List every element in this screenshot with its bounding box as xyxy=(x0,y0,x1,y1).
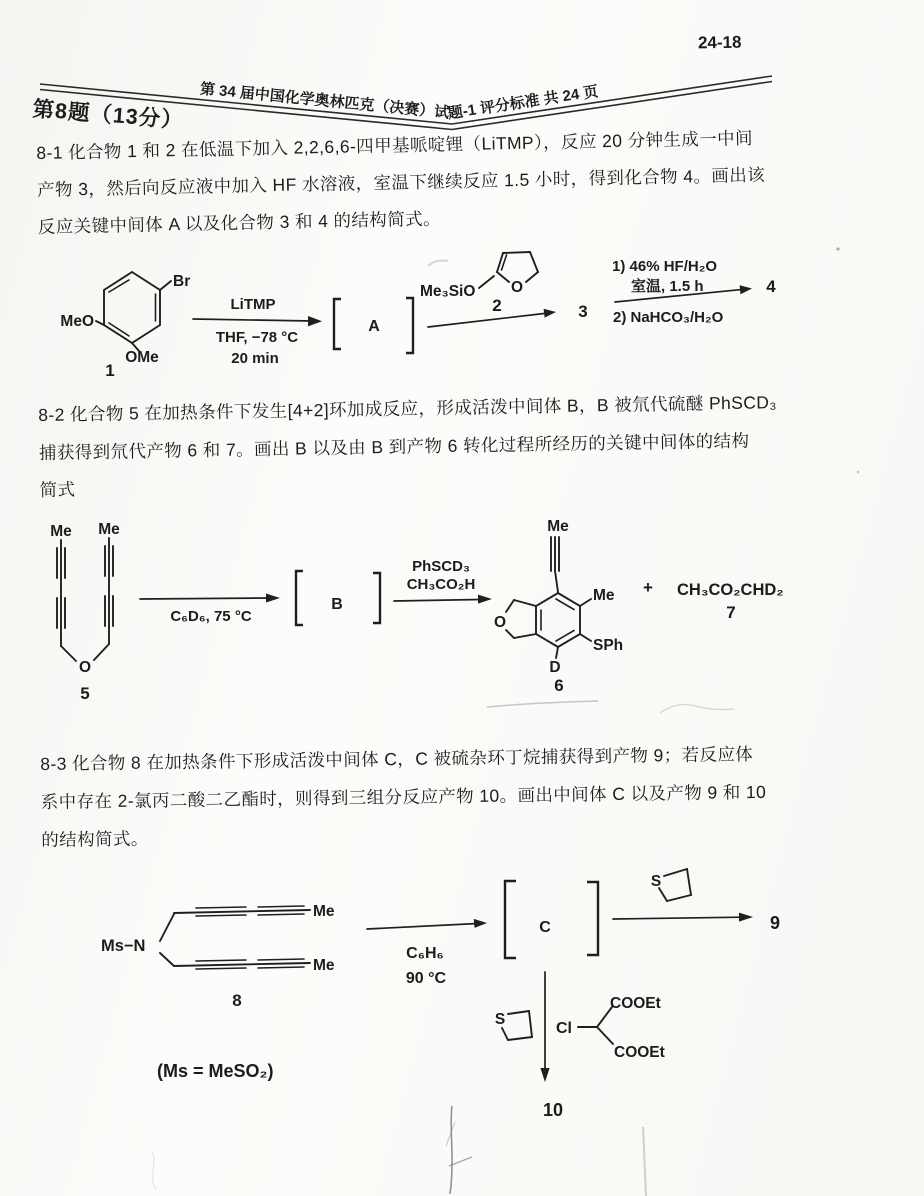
condition-c6d6: C₆D₆, 75 °C xyxy=(170,608,252,625)
ring-me-label: Me xyxy=(593,587,615,604)
product-3-number: 3 xyxy=(578,302,588,321)
me-label-right: Me xyxy=(98,521,120,538)
reaction-scheme-1 xyxy=(40,245,810,393)
me-label-left: Me xyxy=(50,523,72,540)
condition-thf: THF, −78 °C xyxy=(215,329,299,346)
reagent-litmp: LiTMP xyxy=(230,296,276,313)
compound-8-structure xyxy=(101,903,335,1081)
reaction-scheme-2 xyxy=(30,505,830,723)
ms-n-label: Ms−N xyxy=(101,937,146,955)
arrow-litmp xyxy=(193,296,322,367)
arrow-to-3 xyxy=(428,302,588,327)
condition-rt: 室温, 1.5 h xyxy=(631,278,704,295)
question-8-1-line-1: 8-1 化合物 1 和 2 在低温下加入 2,2,6,6-四甲基哌啶锂（LiTMP），反应 20 分钟生成一中间 xyxy=(36,127,754,163)
intermediate-b-bracket xyxy=(296,571,380,625)
arrow-phscd3 xyxy=(394,558,492,604)
pen-mark xyxy=(152,1152,156,1190)
question-8-1-text xyxy=(36,120,766,246)
question-8-2-line-1: 8-2 化合物 5 在加热条件下发生[4+2]环加成反应，形成活泼中间体 B，B 被氘代硫醚 PhSCD₃ xyxy=(38,392,778,425)
thietane-bottom-s-label: S xyxy=(494,1011,506,1028)
cooet-bottom-label: COOEt xyxy=(614,1044,665,1061)
scan-speck xyxy=(857,471,860,474)
compound-6-number: 6 xyxy=(554,676,564,695)
compound-7-group xyxy=(643,578,784,622)
substituent-meo-label: MeO xyxy=(60,313,94,330)
condition-20min: 20 min xyxy=(231,350,279,367)
reagent-acoh: CH₃CO₂H xyxy=(406,576,476,593)
ring-oxygen-label: O xyxy=(510,279,524,296)
intermediate-b-label: B xyxy=(331,596,343,613)
question-8-3-line-3: 的结构简式。 xyxy=(41,828,149,850)
question-8-1-line-2: 产物 3，然后向反应液中加入 HF 水溶液，室温下继续反应 1.5 小时，得到化合物 4。画出该 xyxy=(36,164,766,200)
question-8-3-line-2: 系中存在 2-氯丙二酸二乙酯时，则得到三组分反应产物 10。画出中间体 C 以及产物 9 和 10 xyxy=(40,781,767,812)
arrow-to-10 xyxy=(540,972,549,1082)
compound-5-structure xyxy=(50,521,120,703)
arrow-heating xyxy=(140,594,280,626)
arrow-to-9 xyxy=(613,913,780,933)
intermediate-c-bracket xyxy=(505,881,598,958)
thietane-top-structure xyxy=(651,869,691,901)
bottom-chain-me-label: Me xyxy=(313,957,335,974)
compound-7-number: 7 xyxy=(726,603,736,622)
silyl-group-label: Me₃SiO xyxy=(420,283,476,300)
intermediate-c-label: C xyxy=(539,919,551,936)
compound-1-number: 1 xyxy=(105,361,115,380)
compound-2-structure xyxy=(420,252,538,315)
question-8-2-text xyxy=(38,384,778,509)
ms-definition-note: (Ms = MeSO₂) xyxy=(157,1061,274,1081)
condition-hf: 1) 46% HF/H₂O xyxy=(612,258,718,275)
page-crease xyxy=(643,1127,646,1196)
header-text: 第 34 届中国化学奥林匹克（决赛）试题-1 评分标准 共 24 页 xyxy=(199,80,600,123)
condition-c6h6: C₆H₆ xyxy=(406,945,444,962)
substituent-br-label: Br xyxy=(173,273,191,290)
product-9-number: 9 xyxy=(769,913,781,933)
intermediate-a-bracket xyxy=(334,298,413,353)
scan-speck xyxy=(836,247,839,250)
product-10-number: 10 xyxy=(542,1100,564,1120)
compound-1-structure xyxy=(60,272,190,380)
question-8-3-line-1: 8-3 化合物 8 在加热条件下形成活泼中间体 C，C 被硫杂环丁烷捕获得到产物 9；若反应体 xyxy=(40,744,754,774)
question-8-2-line-2: 捕获得到氘代产物 6 和 7。画出 B 以及由 B 到产物 6 转化过程所经历的关键中间体的结构 xyxy=(38,430,750,463)
thietane-top-s-label: S xyxy=(650,873,662,890)
condition-nahco3: 2) NaHCO₃/H₂O xyxy=(613,309,724,326)
substituent-ome-label: OMe xyxy=(125,349,159,366)
cooet-top-label: COOEt xyxy=(610,995,661,1012)
sph-label: SPh xyxy=(593,637,624,654)
product-4-number: 4 xyxy=(766,277,776,296)
condition-90c: 90 °C xyxy=(405,970,447,987)
cl-label: Cl xyxy=(556,1020,572,1037)
compound-7-formula: CH₃CO₂CHD₂ xyxy=(677,581,784,599)
pen-mark xyxy=(449,1157,472,1166)
section-title: 第8题（13分） xyxy=(31,96,185,133)
intermediate-a-label: A xyxy=(368,318,380,335)
compound-5-number: 5 xyxy=(80,684,90,703)
page-number: 24-18 xyxy=(697,32,742,53)
phthalan-oxygen-label: O xyxy=(493,614,507,631)
deuterium-label: D xyxy=(549,659,561,676)
compound-6-structure xyxy=(494,518,623,695)
question-8-2-line-3: 简式 xyxy=(39,479,76,500)
arrow-hf-conditions xyxy=(612,258,776,326)
question-8-1-line-3: 反应关键中间体 A 以及化合物 3 和 4 的结构简式。 xyxy=(37,208,442,237)
thietane-bottom-structure xyxy=(495,1011,532,1040)
chloromalonate-structure xyxy=(556,995,665,1061)
reagent-phscd3: PhSCD₃ xyxy=(412,558,470,575)
top-chain-me-label: Me xyxy=(313,903,335,920)
compound-8-number: 8 xyxy=(232,991,242,1010)
question-8-3-text xyxy=(40,735,767,859)
plus-sign: + xyxy=(643,578,653,597)
propynyl-me-label: Me xyxy=(547,518,569,535)
compound-2-number: 2 xyxy=(492,296,502,315)
reaction-scheme-3 xyxy=(85,858,805,1130)
ether-oxygen-label: O xyxy=(78,659,92,676)
arrow-benzene-heat xyxy=(367,919,487,987)
